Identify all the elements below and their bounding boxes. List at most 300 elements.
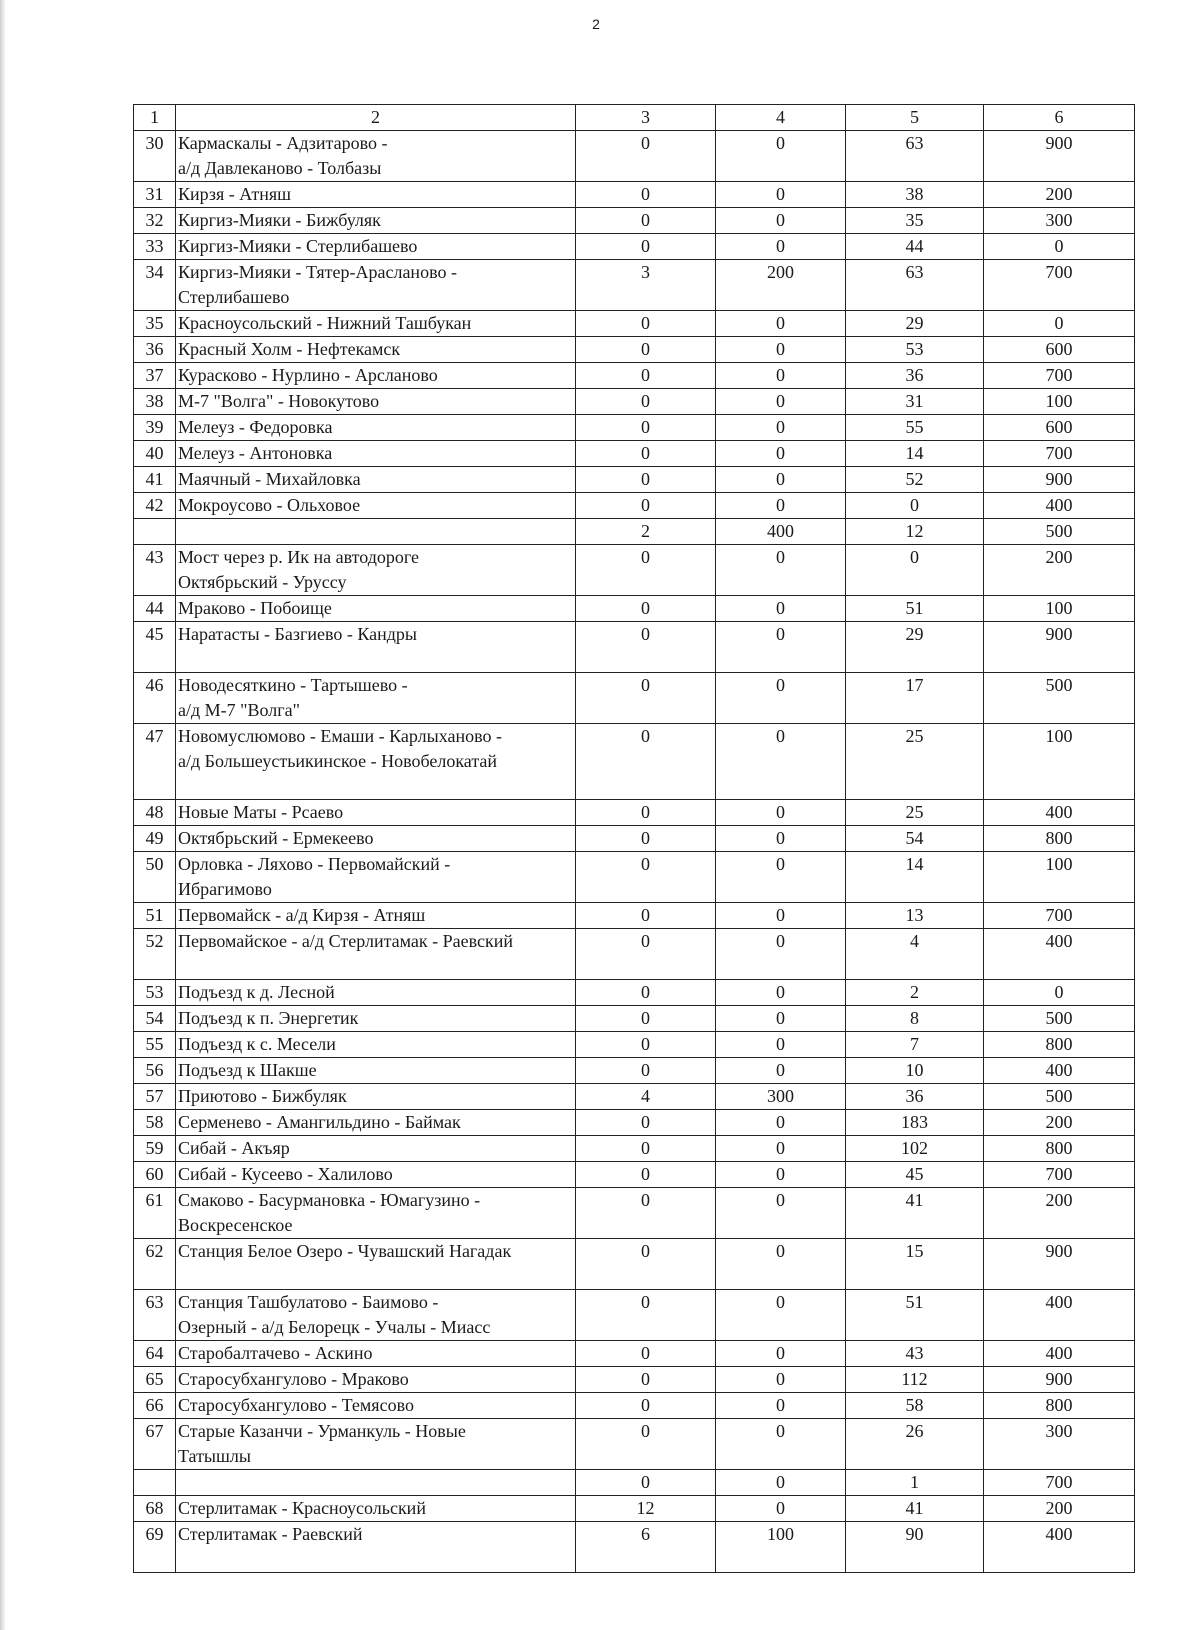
row-number: 50 — [134, 852, 176, 903]
road-name-line: Стерлитамак - Красноусольский — [178, 1498, 426, 1518]
road-name — [176, 1367, 576, 1393]
col-5-value: 58 — [846, 1393, 984, 1419]
road-name — [176, 182, 576, 208]
road-name — [176, 1058, 576, 1084]
col-5-value: 51 — [846, 596, 984, 622]
col-5-value: 15 — [846, 1239, 984, 1290]
road-name — [176, 826, 576, 852]
col-3-value: 0 — [576, 724, 716, 800]
col-4-value: 0 — [716, 1290, 846, 1341]
col-6-value: 900 — [984, 622, 1135, 673]
road-name-line: Старые Казанчи - Урманкуль - Новые — [178, 1421, 466, 1441]
col-3-value: 0 — [576, 1367, 716, 1393]
table-row — [134, 980, 1135, 1006]
road-name — [176, 363, 576, 389]
col-3-value: 0 — [576, 311, 716, 337]
row-number: 38 — [134, 389, 176, 415]
roads-table — [133, 104, 1135, 1573]
row-number: 61 — [134, 1188, 176, 1239]
row-number: 43 — [134, 545, 176, 596]
road-name-line: Мраково - Побоище — [178, 598, 332, 618]
col-5-value: 31 — [846, 389, 984, 415]
road-name-line: Стерлибашево — [178, 287, 290, 307]
col-5-value: 7 — [846, 1032, 984, 1058]
col-3-value: 0 — [576, 1341, 716, 1367]
road-name-line: Серменево - Амангильдино - Баймак — [178, 1112, 461, 1132]
road-name — [176, 852, 576, 903]
col-4-value: 0 — [716, 800, 846, 826]
road-name — [176, 1136, 576, 1162]
road-name — [176, 1341, 576, 1367]
header-col-1: 1 — [134, 105, 176, 131]
table-row — [134, 519, 1135, 545]
col-3-value: 0 — [576, 182, 716, 208]
col-3-value: 0 — [576, 389, 716, 415]
col-4-value: 0 — [716, 182, 846, 208]
road-name — [176, 1393, 576, 1419]
road-name — [176, 1496, 576, 1522]
header-col-6: 6 — [984, 105, 1135, 131]
col-6-value: 900 — [984, 1367, 1135, 1393]
col-5-value: 13 — [846, 903, 984, 929]
col-6-value: 700 — [984, 1470, 1135, 1496]
col-3-value: 0 — [576, 493, 716, 519]
col-4-value: 0 — [716, 1110, 846, 1136]
col-4-value: 0 — [716, 1058, 846, 1084]
col-5-value: 183 — [846, 1110, 984, 1136]
road-name-line: Подъезд к с. Месели — [178, 1034, 336, 1054]
col-5-value: 0 — [846, 545, 984, 596]
col-4-value: 0 — [716, 234, 846, 260]
col-6-value: 0 — [984, 234, 1135, 260]
row-number: 32 — [134, 208, 176, 234]
col-6-value: 300 — [984, 208, 1135, 234]
table-row — [134, 903, 1135, 929]
col-6-value: 700 — [984, 441, 1135, 467]
road-name-line: Сибай - Акъяр — [178, 1138, 290, 1158]
row-number: 53 — [134, 980, 176, 1006]
col-4-value: 200 — [716, 260, 846, 311]
road-name — [176, 724, 576, 800]
col-3-value: 6 — [576, 1522, 716, 1573]
table-row — [134, 131, 1135, 182]
col-5-value: 63 — [846, 260, 984, 311]
col-6-value: 700 — [984, 1162, 1135, 1188]
row-number: 48 — [134, 800, 176, 826]
col-3-value: 0 — [576, 1239, 716, 1290]
table-header-row — [134, 105, 1135, 131]
road-name-line: Ибрагимово — [178, 879, 272, 899]
road-name — [176, 467, 576, 493]
road-name — [176, 519, 576, 545]
col-4-value: 0 — [716, 363, 846, 389]
row-number: 63 — [134, 1290, 176, 1341]
col-4-value: 0 — [716, 545, 846, 596]
row-number: 62 — [134, 1239, 176, 1290]
row-number: 59 — [134, 1136, 176, 1162]
road-name-line: Стерлитамак - Раевский — [178, 1524, 363, 1544]
col-3-value: 0 — [576, 441, 716, 467]
col-5-value: 25 — [846, 800, 984, 826]
road-name — [176, 389, 576, 415]
col-6-value: 500 — [984, 1084, 1135, 1110]
header-col-5: 5 — [846, 105, 984, 131]
col-6-value: 0 — [984, 311, 1135, 337]
col-6-value: 900 — [984, 1239, 1135, 1290]
col-6-value: 800 — [984, 1393, 1135, 1419]
col-6-value: 500 — [984, 1006, 1135, 1032]
row-number: 64 — [134, 1341, 176, 1367]
row-number: 67 — [134, 1419, 176, 1470]
col-6-value: 400 — [984, 929, 1135, 980]
road-name — [176, 208, 576, 234]
col-5-value: 14 — [846, 852, 984, 903]
road-name — [176, 415, 576, 441]
road-name-line: Октябрьский - Уруссу — [178, 572, 347, 592]
row-number: 34 — [134, 260, 176, 311]
header-col-2: 2 — [176, 105, 576, 131]
col-4-value: 0 — [716, 493, 846, 519]
road-name — [176, 903, 576, 929]
col-3-value: 0 — [576, 929, 716, 980]
col-4-value: 0 — [716, 826, 846, 852]
table-row — [134, 311, 1135, 337]
row-number: 51 — [134, 903, 176, 929]
table-row — [134, 852, 1135, 903]
road-name-line: Новодесяткино - Тартышево - — [178, 675, 408, 695]
row-number: 65 — [134, 1367, 176, 1393]
row-number: 31 — [134, 182, 176, 208]
table-row — [134, 724, 1135, 800]
header-col-4: 4 — [716, 105, 846, 131]
col-5-value: 36 — [846, 363, 984, 389]
row-number: 44 — [134, 596, 176, 622]
col-4-value: 0 — [716, 1470, 846, 1496]
col-3-value: 0 — [576, 1470, 716, 1496]
col-3-value: 0 — [576, 1290, 716, 1341]
table-row — [134, 1496, 1135, 1522]
table-row — [134, 1136, 1135, 1162]
row-number: 40 — [134, 441, 176, 467]
table-row — [134, 673, 1135, 724]
road-name — [176, 800, 576, 826]
col-5-value: 38 — [846, 182, 984, 208]
col-4-value: 0 — [716, 903, 846, 929]
col-3-value: 0 — [576, 415, 716, 441]
col-6-value: 100 — [984, 724, 1135, 800]
col-6-value: 400 — [984, 1522, 1135, 1573]
road-name-line: Мелеуз - Антоновка — [178, 443, 333, 463]
col-4-value: 0 — [716, 1367, 846, 1393]
road-name — [176, 441, 576, 467]
col-5-value: 17 — [846, 673, 984, 724]
col-4-value: 0 — [716, 311, 846, 337]
col-6-value: 800 — [984, 1136, 1135, 1162]
table-row — [134, 493, 1135, 519]
col-5-value: 44 — [846, 234, 984, 260]
table-row — [134, 1522, 1135, 1573]
col-6-value: 200 — [984, 1188, 1135, 1239]
col-4-value: 0 — [716, 1419, 846, 1470]
col-5-value: 51 — [846, 1290, 984, 1341]
col-6-value: 500 — [984, 519, 1135, 545]
col-6-value: 400 — [984, 1058, 1135, 1084]
col-6-value: 800 — [984, 1032, 1135, 1058]
road-name-line: Красный Холм - Нефтекамск — [178, 339, 401, 359]
col-6-value: 200 — [984, 182, 1135, 208]
row-number: 37 — [134, 363, 176, 389]
road-name — [176, 1006, 576, 1032]
col-6-value: 700 — [984, 363, 1135, 389]
road-name-line: Старосубхангулово - Мраково — [178, 1369, 409, 1389]
col-5-value: 55 — [846, 415, 984, 441]
col-4-value: 0 — [716, 131, 846, 182]
row-number: 52 — [134, 929, 176, 980]
col-6-value: 0 — [984, 980, 1135, 1006]
col-5-value: 90 — [846, 1522, 984, 1573]
table-row — [134, 337, 1135, 363]
col-4-value: 0 — [716, 415, 846, 441]
col-6-value: 200 — [984, 1496, 1135, 1522]
row-number: 68 — [134, 1496, 176, 1522]
table-row — [134, 800, 1135, 826]
table-body — [134, 131, 1135, 1573]
col-4-value: 0 — [716, 1239, 846, 1290]
col-5-value: 63 — [846, 131, 984, 182]
col-4-value: 0 — [716, 673, 846, 724]
table-row — [134, 260, 1135, 311]
col-3-value: 0 — [576, 1058, 716, 1084]
road-name — [176, 1110, 576, 1136]
table-row — [134, 1393, 1135, 1419]
col-4-value: 0 — [716, 389, 846, 415]
table-row — [134, 1162, 1135, 1188]
col-5-value: 0 — [846, 493, 984, 519]
col-5-value: 25 — [846, 724, 984, 800]
col-4-value: 0 — [716, 852, 846, 903]
road-name — [176, 260, 576, 311]
table-row — [134, 1006, 1135, 1032]
table-row — [134, 1290, 1135, 1341]
col-3-value: 0 — [576, 208, 716, 234]
row-number: 55 — [134, 1032, 176, 1058]
table-row — [134, 467, 1135, 493]
table-row — [134, 826, 1135, 852]
road-name — [176, 545, 576, 596]
table-row — [134, 182, 1135, 208]
col-5-value: 52 — [846, 467, 984, 493]
table-row — [134, 363, 1135, 389]
col-5-value: 102 — [846, 1136, 984, 1162]
col-6-value: 100 — [984, 852, 1135, 903]
col-3-value: 0 — [576, 1188, 716, 1239]
table-row — [134, 415, 1135, 441]
col-6-value: 300 — [984, 1419, 1135, 1470]
col-6-value: 500 — [984, 673, 1135, 724]
col-4-value: 400 — [716, 519, 846, 545]
road-name-line: Станция Ташбулатово - Баимово - — [178, 1292, 439, 1312]
row-number: 49 — [134, 826, 176, 852]
col-3-value: 2 — [576, 519, 716, 545]
col-3-value: 0 — [576, 1393, 716, 1419]
road-name-line: Кирзя - Атняш — [178, 184, 291, 204]
road-name — [176, 1470, 576, 1496]
row-number: 56 — [134, 1058, 176, 1084]
col-3-value: 0 — [576, 800, 716, 826]
col-5-value: 41 — [846, 1496, 984, 1522]
col-4-value: 0 — [716, 208, 846, 234]
table-row — [134, 1084, 1135, 1110]
table-row — [134, 208, 1135, 234]
col-3-value: 0 — [576, 622, 716, 673]
header-col-3: 3 — [576, 105, 716, 131]
col-5-value: 36 — [846, 1084, 984, 1110]
col-5-value: 26 — [846, 1419, 984, 1470]
col-6-value: 600 — [984, 337, 1135, 363]
road-name — [176, 337, 576, 363]
road-name-line: Сибай - Кусеево - Халилово — [178, 1164, 393, 1184]
table-row — [134, 1110, 1135, 1136]
table-row — [134, 1419, 1135, 1470]
road-name-line: Новые Маты - Рсаево — [178, 802, 344, 822]
road-name — [176, 1084, 576, 1110]
col-3-value: 4 — [576, 1084, 716, 1110]
col-4-value: 0 — [716, 1188, 846, 1239]
row-number: 69 — [134, 1522, 176, 1573]
col-3-value: 0 — [576, 545, 716, 596]
table-row — [134, 929, 1135, 980]
road-name-line: а/д Давлеканово - Толбазы — [178, 158, 382, 178]
col-5-value: 54 — [846, 826, 984, 852]
col-4-value: 0 — [716, 1393, 846, 1419]
col-4-value: 0 — [716, 1341, 846, 1367]
col-3-value: 0 — [576, 1136, 716, 1162]
col-3-value: 3 — [576, 260, 716, 311]
road-name-line: Подъезд к п. Энергетик — [178, 1008, 359, 1028]
col-4-value: 0 — [716, 1136, 846, 1162]
road-name-line: Озерный - а/д Белорецк - Учалы - Миасс — [178, 1317, 491, 1337]
col-6-value: 400 — [984, 800, 1135, 826]
road-name-line: Первомайск - а/д Кирзя - Атняш — [178, 905, 426, 925]
col-3-value: 0 — [576, 852, 716, 903]
row-number: 33 — [134, 234, 176, 260]
row-number: 60 — [134, 1162, 176, 1188]
col-3-value: 12 — [576, 1496, 716, 1522]
road-name-line: Октябрьский - Ермекеево — [178, 828, 374, 848]
road-name-line: Мост через р. Ик на автодороге — [178, 547, 420, 567]
row-number: 47 — [134, 724, 176, 800]
road-name — [176, 1032, 576, 1058]
road-name-line: Татышлы — [178, 1446, 251, 1466]
road-name — [176, 1522, 576, 1573]
road-name-line: а/д М-7 "Волга" — [178, 700, 300, 720]
col-6-value: 400 — [984, 1341, 1135, 1367]
table-row — [134, 1367, 1135, 1393]
road-name-line: Станция Белое Озеро - Чувашский Нагадак — [178, 1241, 512, 1261]
row-number: 46 — [134, 673, 176, 724]
col-3-value: 0 — [576, 234, 716, 260]
page-number: 2 — [592, 16, 600, 32]
col-6-value: 700 — [984, 903, 1135, 929]
col-5-value: 1 — [846, 1470, 984, 1496]
road-name-line: Курасково - Нурлино - Арсланово — [178, 365, 438, 385]
row-number: 35 — [134, 311, 176, 337]
col-3-value: 0 — [576, 467, 716, 493]
row-number: 36 — [134, 337, 176, 363]
col-6-value: 400 — [984, 493, 1135, 519]
col-5-value: 43 — [846, 1341, 984, 1367]
col-5-value: 53 — [846, 337, 984, 363]
col-5-value: 8 — [846, 1006, 984, 1032]
table-row — [134, 1341, 1135, 1367]
col-4-value: 0 — [716, 596, 846, 622]
col-5-value: 29 — [846, 311, 984, 337]
table-row — [134, 622, 1135, 673]
col-4-value: 0 — [716, 980, 846, 1006]
col-5-value: 35 — [846, 208, 984, 234]
col-3-value: 0 — [576, 1006, 716, 1032]
col-3-value: 0 — [576, 1032, 716, 1058]
col-6-value: 900 — [984, 467, 1135, 493]
road-name — [176, 131, 576, 182]
road-name-line: Мокроусово - Ольховое — [178, 495, 361, 515]
road-name-line: Приютово - Бижбуляк — [178, 1086, 347, 1106]
row-number: 66 — [134, 1393, 176, 1419]
road-name-line: Красноусольский - Нижний Ташбукан — [178, 313, 472, 333]
table-row — [134, 1470, 1135, 1496]
col-4-value: 0 — [716, 467, 846, 493]
road-name-line: Старосубхангулово - Темясово — [178, 1395, 414, 1415]
col-4-value: 0 — [716, 1162, 846, 1188]
row-number: 54 — [134, 1006, 176, 1032]
col-5-value: 14 — [846, 441, 984, 467]
road-name — [176, 493, 576, 519]
col-5-value: 2 — [846, 980, 984, 1006]
row-number: 41 — [134, 467, 176, 493]
col-5-value: 29 — [846, 622, 984, 673]
table-row — [134, 441, 1135, 467]
table-row — [134, 389, 1135, 415]
road-name-line: Орловка - Ляхово - Первомайский - — [178, 854, 451, 874]
col-4-value: 0 — [716, 929, 846, 980]
road-name — [176, 311, 576, 337]
table-row — [134, 1188, 1135, 1239]
col-3-value: 0 — [576, 337, 716, 363]
road-name — [176, 596, 576, 622]
table-row — [134, 545, 1135, 596]
row-number: 57 — [134, 1084, 176, 1110]
road-name-line: Воскресенское — [178, 1215, 293, 1235]
col-4-value: 0 — [716, 1496, 846, 1522]
road-name-line: Новомуслюмово - Емаши - Карлыханово - — [178, 726, 502, 746]
road-name-line: Маячный - Михайловка — [178, 469, 361, 489]
col-3-value: 0 — [576, 131, 716, 182]
col-4-value: 100 — [716, 1522, 846, 1573]
col-6-value: 200 — [984, 545, 1135, 596]
row-number — [134, 519, 176, 545]
col-5-value: 4 — [846, 929, 984, 980]
table-row — [134, 1239, 1135, 1290]
col-3-value: 0 — [576, 903, 716, 929]
road-name-line: Старобалтачево - Аскино — [178, 1343, 373, 1363]
col-6-value: 600 — [984, 415, 1135, 441]
road-name — [176, 1419, 576, 1470]
road-name — [176, 1290, 576, 1341]
row-number: 39 — [134, 415, 176, 441]
col-5-value: 41 — [846, 1188, 984, 1239]
table-row — [134, 596, 1135, 622]
col-3-value: 0 — [576, 980, 716, 1006]
